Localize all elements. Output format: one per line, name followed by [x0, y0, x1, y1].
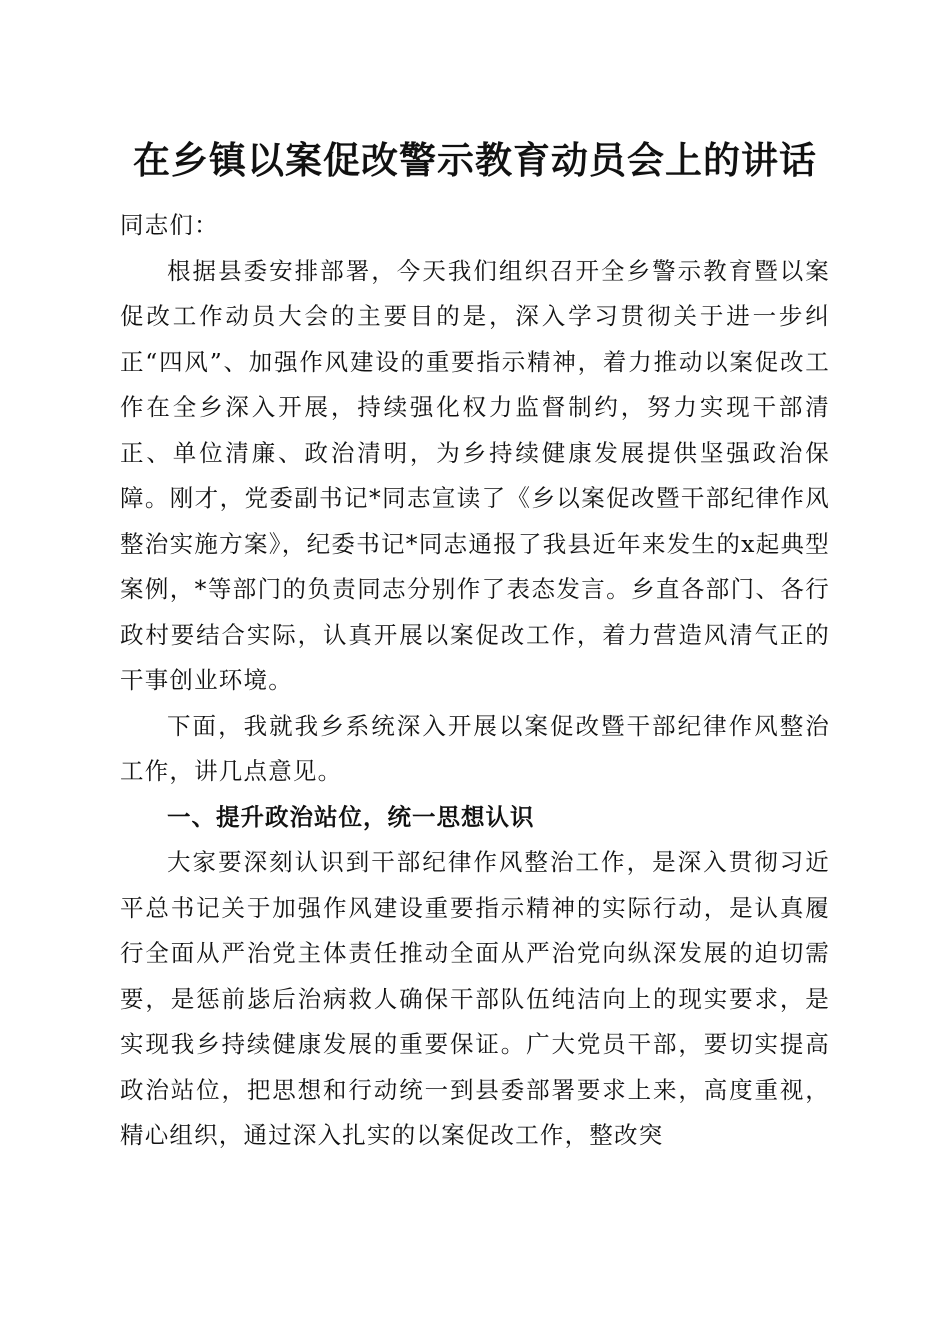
section-heading-1: 一、提升政治站位，统一思想认识 — [167, 802, 535, 831]
document-title: 在乡镇以案促改警示教育动员会上的讲话 — [133, 139, 817, 182]
greeting: 同志们： — [120, 211, 219, 239]
paragraph-1: 根据县委安排部署，今天我们组织召开全乡警示教育暨以案促改工作动员大会的主要目的是，深入学习贯彻关于进一步纠正“四风”、加强作风建设的重要指示精神，着力推动以案促改工作在全乡深入开展，持续强化权力监督制约，努力实现干部清正、单位清廉、政治清明，为乡持续健康发展提供坚强政治保障。刚才，党委副书记*同志宣读了《乡以案促改暨干部纪律作风整治实施方案》，纪委书记*同志通报了我县近年来发生的x起典型案例，*等部门的负责同志分别作了表态发言。乡直各部门、各行政村要结合实际，认真开展以案促改工作，着力营造风清气正的干事创业环境。 — [120, 256, 830, 694]
document-body — [120, 203, 830, 1159]
paragraph-2: 下面，我就我乡系统深入开展以案促改暨干部纪律作风整治工作，讲几点意见。 — [120, 711, 830, 785]
section-1-paragraph: 大家要深刻认识到干部纪律作风整治工作，是深入贯彻习近平总书记关于加强作风建设重要指示精神的实际行动，是认真履行全面从严治党主体责任推动全面从严治党向纵深发展的迫切需要，是惩前毖后治病救人确保干部队伍纯洁向上的现实要求，是实现我乡持续健康发展的重要保证。广大党员干部，要切实提高政治站位，把思想和行动统一到县委部署要求上来，高度重视，精心组织，通过深入扎实的以案促改工作，整改突 — [120, 848, 830, 1149]
